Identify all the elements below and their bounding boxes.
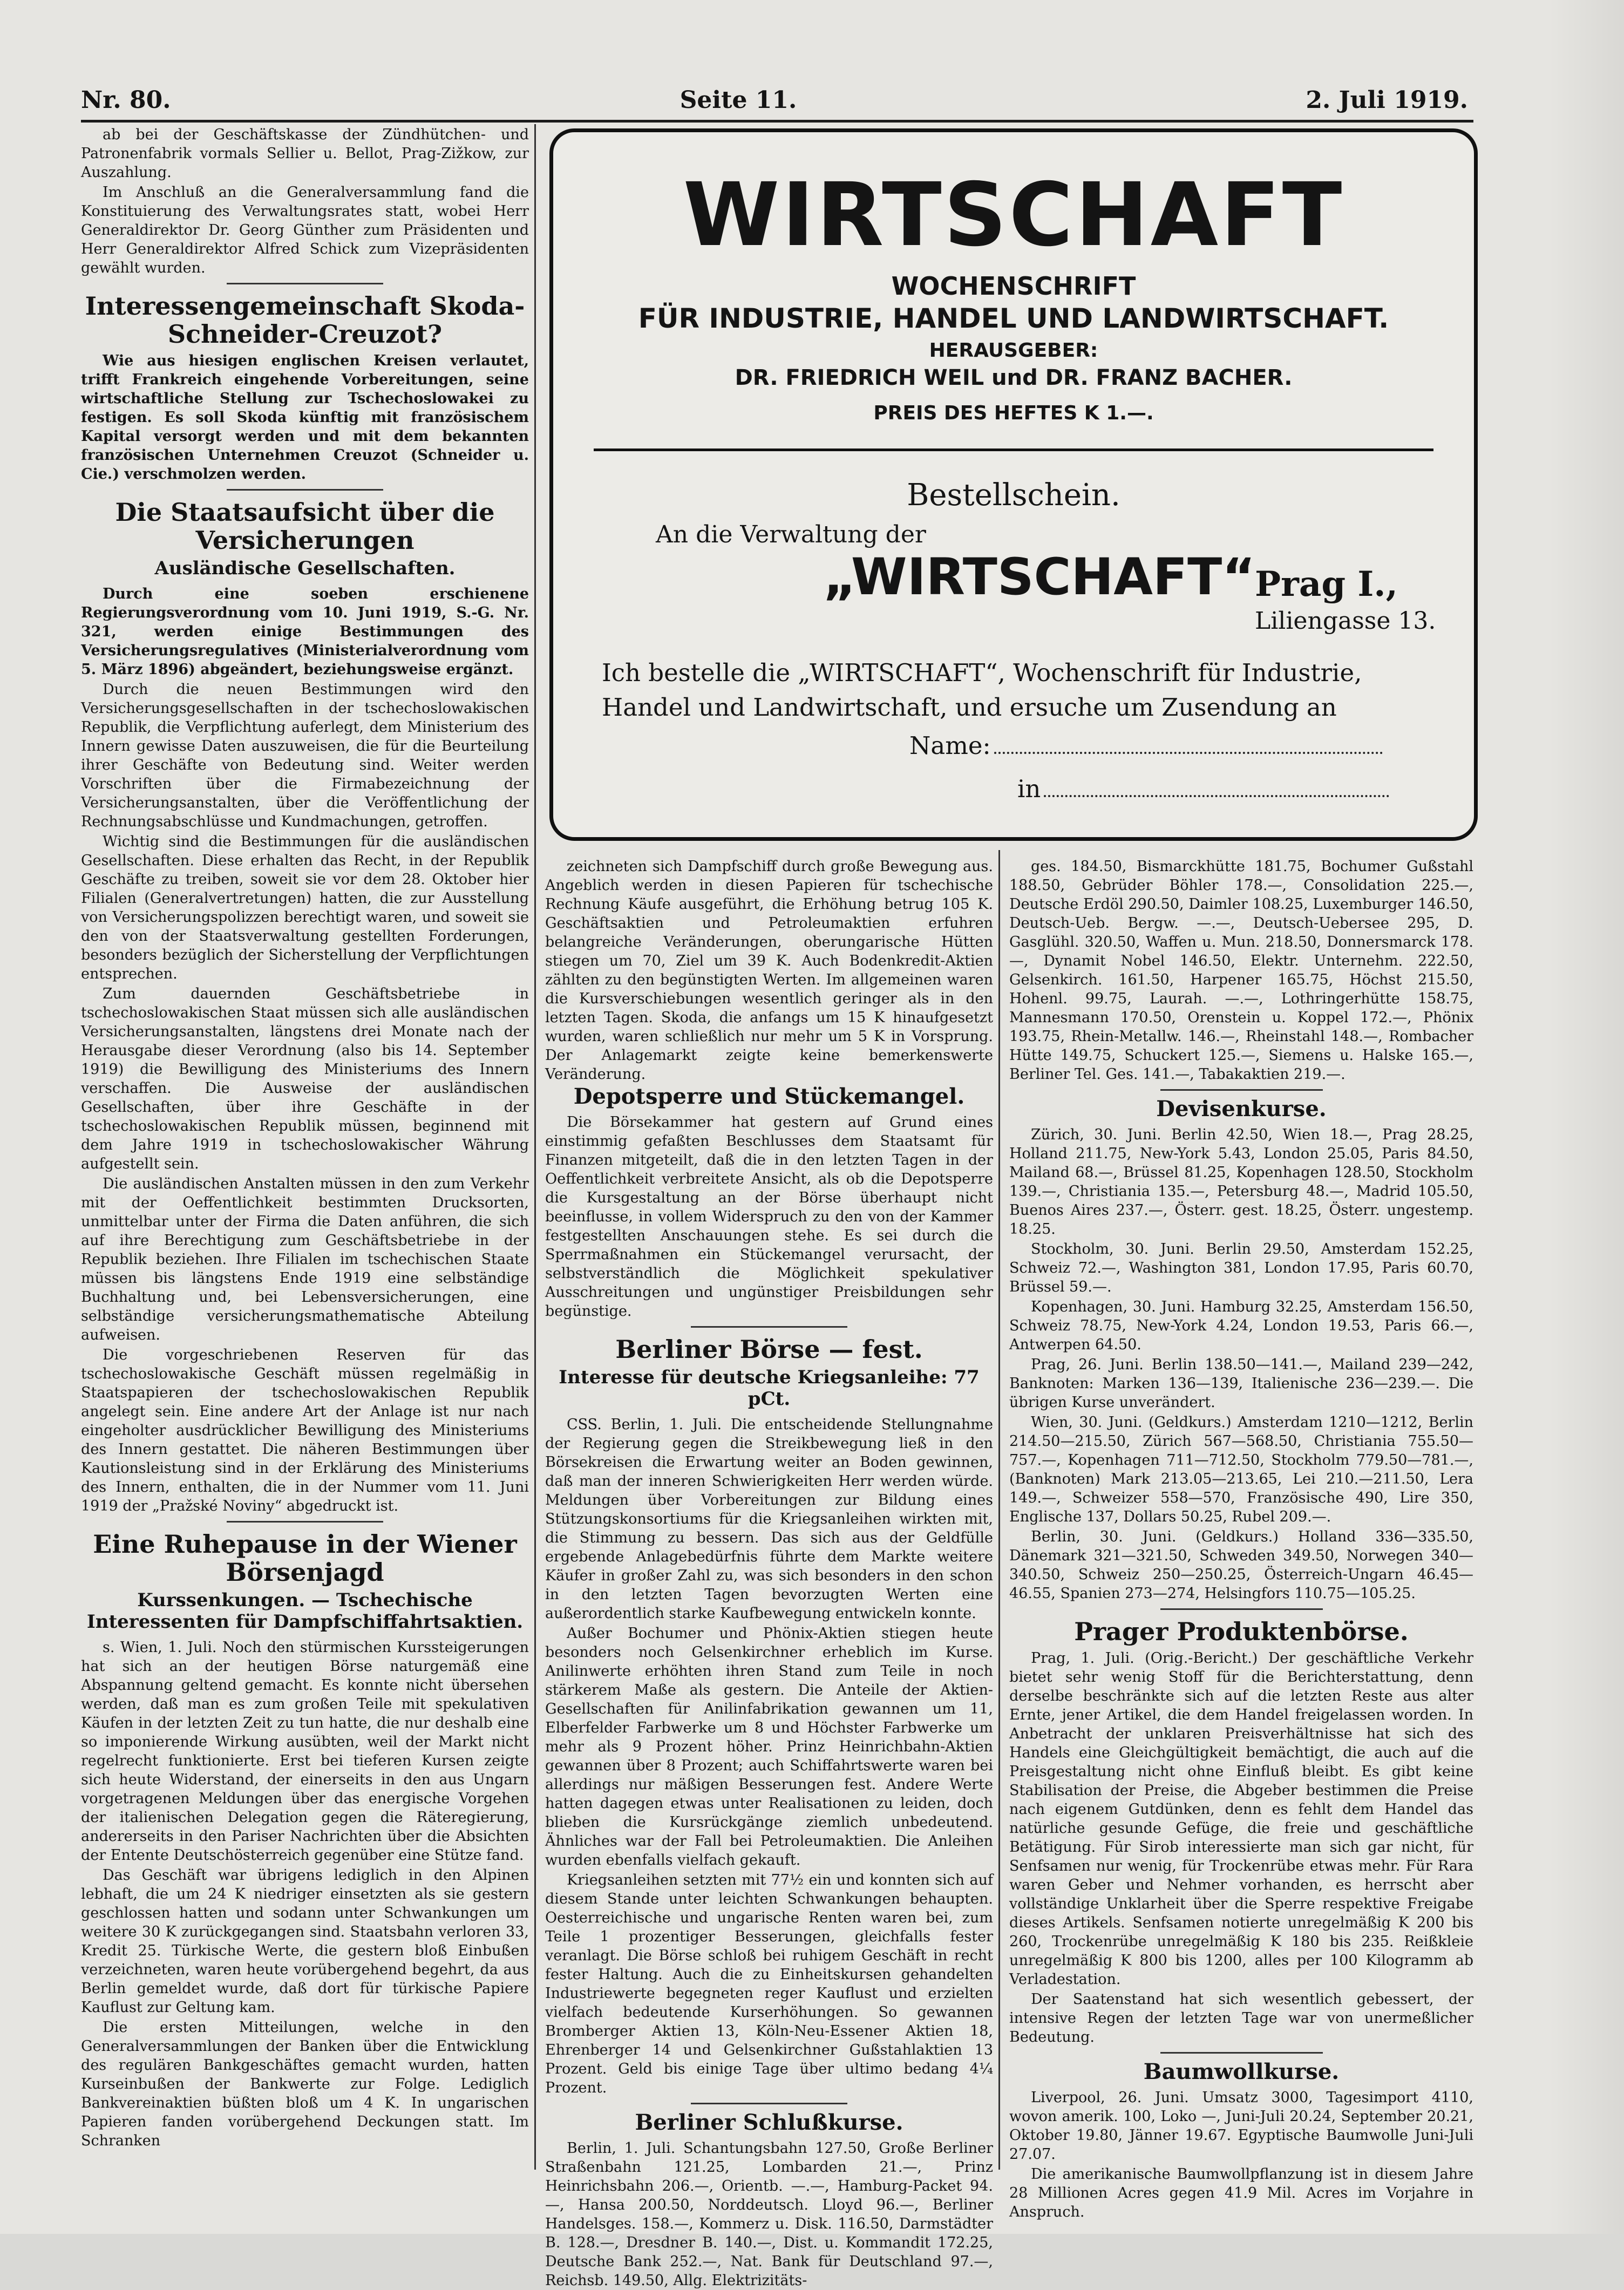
ad-publisher-label: HERAUSGEBER: [929, 339, 1098, 362]
ad-title: WIRTSCHAFT [683, 165, 1344, 266]
separator [1160, 1608, 1323, 1610]
article-text: Stockholm, 30. Juni. Berlin 29.50, Amsterdam 152.25, Schweiz 72.—, Washington 381, London 17.95, Paris 60.70, Brüssel 59.—. [1009, 1241, 1473, 1295]
issue-date: 2. Juli 1919. [1306, 86, 1468, 114]
column-3 [1009, 857, 1473, 2220]
separator [227, 489, 384, 491]
article-text: Kriegsanleihen setzten mit 77½ ein und konnten sich auf diesem Stande unter leichten Schwankungen behaupten. Oesterreichische und ungarische Renten waren bei, zum Teile 1 prozentiger Besserungen, gleichfalls fester veranlagt. Die Börse schloß bei ruhigem Geschäft in recht fester Haltung. Auch die zu Einheitskursen gehandelten Industriewerte begegneten reger Kauflust und erzielten vielfach bedeutende Kurserhöhungen. So gewannen Bromberger Aktien 13, Köln-Neu-Essener Aktien 18, Ehrenberger 14 und Gelsenkirchner Gußstahlaktien 13 Prozent. Geld bis einige Tage über ultimo bedang 4¼ Prozent. [545, 1872, 993, 2096]
separator [227, 1521, 384, 1523]
name-line [994, 736, 1383, 754]
place-line [1044, 779, 1389, 797]
order-city: Prag I., [1255, 564, 1398, 604]
order-form-title: Bestellschein. [907, 478, 1120, 513]
subheadline: Kurssenkungen. — Tschechische Interessenten für Dampfschiffahrtsaktien. [86, 1589, 524, 1633]
ad-price: PREIS DES HEFTES K 1.—. [873, 402, 1154, 424]
ad-publishers: DR. FRIEDRICH WEIL und DR. FRANZ BACHER. [735, 365, 1293, 390]
article-text: Im Anschluß an die Generalversammlung fand die Konstituierung des Verwaltungsrates statt, wobei Herr Generaldirektor Dr. Georg Günther zum Präsidenten und Herr Generaldirektor Alfred Schick zum Vizepräsidenten gewählt wurden. [81, 184, 529, 276]
wirtschaft-advertisement [549, 128, 1478, 841]
article-text: Der Saatenstand hat sich wesentlich gebessert, der intensive Regen der letzten Tage war von unermeßlicher Bedeutung. [1009, 1991, 1473, 2046]
order-text: Ich bestelle die „WIRTSCHAFT“, Wochenschrift für Industrie, Handel und Landwirtschaft, und ersuche um Zusendung an [602, 658, 1362, 722]
article-text: ges. 184.50, Bismarckhütte 181.75, Bochumer Gußstahl 188.50, Gebrüder Böhler 178.—, Consolidation 225.—, Deutsche Erdöl 290.50, Daimler 108.25, Luxemburger 146.50, Deutsch-Ueb. Bergw. —.—, Deutsch-Uebersee 295, D. Gasglühl. 320.50, Waffen u. Mun. 218.50, Donnersmarck 178.—, Dynamit Nobel 146.50, Elektr. Unternehm. 222.50, Gelsenkirch. 161.50, Harpener 165.75, Höchst 215.50, Hohenl. 99.75, Laurah. —.—, Lothringerhütte 158.75, Mannesmann 170.50, Orenstein u. Koppel 172.—, Phönix 193.75, Rhein-Metallw. 146.—, Rheinstahl 148.—, Rombacher Hütte 149.75, Schuckert 125.—, Siemens u. Halske 165.—, Berliner Tel. Ges. 141.—, Tabakaktien 219.—. [1009, 858, 1473, 1083]
page-header [81, 81, 1468, 119]
headline-berliner-boerse: Berliner Börse — fest. [615, 1335, 923, 1364]
column-rule-1 [534, 124, 536, 2170]
name-field[interactable] [909, 731, 1383, 760]
ad-rule [594, 449, 1433, 451]
article-text: s. Wien, 1. Juli. Noch den stürmischen Kurssteigerungen hat sich an der heutigen Börse naturgemäß eine Abspannung geltend gemacht. Es konnte nicht übersehen werden, daß man es zum großen Teile mit spekulativen Käufen in der letzten Zeit zu tun hatte, die nur deshalb eine so imponierende Wirkung ausübten, weil der Markt nicht regelrecht funktionierte. Erst bei tieferen Kursen zeigte sich heute Widerstand, der einerseits in den aus Ungarn vorgetragenen Meldungen über das energische Vorgehen der italienischen Delegation gegen die Räteregierung, andererseits in den Pariser Nachrichten über die Absichten der Entente Deutschösterreich gegenüber eine Stütze fand. [81, 1639, 529, 1864]
article-text: Durch eine soeben erschienene Regierungsverordnung vom 10. Juni 1919, S.-G. Nr. 321, werden einige Bestimmungen des Versicherungsregulatives (Ministerialverordnung vom 5. März 1896) abgeändert, beziehungsweise ergänzt. [81, 586, 529, 678]
article-text: Die Börsekammer hat gestern auf Grund eines einstimmig gefaßten Beschlusses dem Staatsamt für Finanzen mitgeteilt, daß die in den letzten Tagen in der Oeffentlichkeit verbreitete Ansicht, als ob die Depotsperre die Kursgestaltung an der Börse überhaupt nicht beeinflusse, in vollem Widerspruch zu den von der Kammer festgestellten Anschauungen stehe. Es sei durch die Sperrmaßnahmen ein Stückemangel verursacht, der selbstverständlich die Möglichkeit spekulativer Ausschreitungen und ungünstiger Preisbildungen sehr begünstige. [545, 1114, 993, 1320]
article-text: Wien, 30. Juni. (Geldkurs.) Amsterdam 1210—1212, Berlin 214.50—215.50, Zürich 567—568.50, Christiania 755.50—757.—, Kopenhagen 711—712.50, Stockholm 779.50—781.—, (Banknoten) Mark 213.05—213.65, Lei 210.—211.50, Lera 149.—, Schweizer 558—570, Französische 490, Lire 350, Englische 137, Dollars 50.25, Rubel 209.—. [1009, 1414, 1473, 1525]
article-text: zeichneten sich Dampfschiff durch große Bewegung aus. Angeblich werden in diesen Papieren für tschechische Rechnung Käufe ausgeführt, die Erhöhung betrug 105 K. Geschäftsaktien und Petroleumaktien erfuhren belangreiche Veränderungen, oberungarische Hütten stiegen um 70, Ziel um 39 K. Auch Bodenkredit-Aktien zählten zu den begünstigten Werten. Im allgemeinen waren die Kursverschiebungen wesentlich geringer als in den letzten Tagen. Skoda, die anfangs um 15 K hinaufgesetzt wurden, waren schließlich nur mehr um 5 K in Vorsprung. Der Anlagemarkt zeigte keine bemerkenswerte Veränderung. [545, 858, 993, 1083]
column-2 [545, 857, 993, 2289]
article-text: Prag, 26. Juni. Berlin 138.50—141.—, Mailand 239—242, Banknoten: Marken 136—139, Italienische 236—239.—. Die übrigen Kurse unverändert. [1009, 1356, 1473, 1411]
page-number: Seite 11. [680, 86, 797, 114]
article-text: Die ersten Mitteilungen, welche in den Generalversammlungen der Banken über die Entwicklung des regulären Bankgeschäftes gemacht wurden, hatten Kurseinbußen der Bankwerte zur Folge. Lediglich Bankvereinaktien büßten bloß um 4 K. In ungarischen Papieren fanden vorübergehend Deckungen statt. Im Schranken [81, 2019, 529, 2149]
place-field[interactable] [1017, 774, 1389, 803]
article-text: Wichtig sind die Bestimmungen für die ausländischen Gesellschaften. Diese erhalten das Recht, in der Republik Geschäfte zu treiben, soweit sie vor dem 28. Oktober hier Filialen (Generalvertretungen) hatten, die zur Ausstellung von Versicherungspolizzen berechtigt waren, und soweit sie den von der Staatsverwaltung gestellten Forderungen, besonders bezüglich der Sicherstellung der Verpflichtungen entsprechen. [81, 833, 529, 982]
article-text: ab bei der Geschäftskasse der Zündhütchen- und Patronenfabrik vormals Sellier u. Bellot, Prag-Zižkow, zur Auszahlung. [81, 126, 529, 181]
separator [227, 283, 384, 284]
article-text: Berlin, 30. Juni. (Geldkurs.) Holland 336—335.50, Dänemark 321—321.50, Schweden 349.50, Norwegen 340—340.50, Schweiz 250—250.25, Österreich-Ungarn 46.45—46.55, Spanien 273—274, Helsingfors 110.75—105.25. [1009, 1528, 1473, 1602]
article-text: Die ausländischen Anstalten müssen in den zum Verkehr mit der Oeffentlichkeit bestimmten Drucksorten, unmittelbar unter der Firma die Daten anführen, die sich auf ihre Berechtigung zum Geschäftsbetriebe in der Republik beziehen. Ihre Filialen im tschechischen Staate müssen bis längstens Ende 1919 eine selbständige Buchhaltung und, bei Lebensversicherungen, eine selbständige versicherungsmathematische Abteilung aufweisen. [81, 1175, 529, 1343]
name-label: Name: [909, 731, 991, 760]
article-text: Kopenhagen, 30. Juni. Hamburg 32.25, Amsterdam 156.50, Schweiz 78.75, New-York 4.24, London 19.53, Paris 66.—, Antwerpen 64.50. [1009, 1299, 1473, 1353]
headline-ruhepause: Eine Ruhepause in der Wiener Börsenjagd [93, 1530, 517, 1587]
article-text: Außer Bochumer und Phönix-Aktien stiegen heute besonders noch Gelsenkirchner erheblich im Kurse. Anilinwerte erhöhten ihren Stand zum Teile in noch stärkerem Maße als gestern. Die Anteile der Aktien-Gesellschaften für Anilinfabrikation gewannen um 11, Elberfelder Farbwerke um 8 und Höchster Farbwerke um mehr als 9 Prozent höher. Prinz Heinrichbahn-Aktien gewannen über 8 Prozent; auch Schiffahrtswerte waren bei allerdings nur mäßigen Besserungen fest. Andere Werte hatten dagegen etwas unter Realisationen zu leiden, doch blieben die Kursrückgänge ziemlich unbedeutend. Ähnliches war der Fall bei Petroleumaktien. Die Anleihen wurden ebenfalls vielfach gekauft. [545, 1625, 993, 1868]
ad-subtitle: WOCHENSCHRIFT [891, 271, 1136, 301]
separator [1160, 2052, 1323, 2054]
headline-schlusskurse: Berliner Schlußkurse. [635, 2110, 903, 2135]
separator [1160, 1089, 1323, 1091]
headline-staatsaufsicht: Die Staatsaufsicht über die Versicherungen [115, 498, 495, 555]
article-text: Zum dauernden Geschäftsbetriebe in tschechoslowakischen Staat müssen sich alle ausländischen Versicherungsanstalten, längstens drei Monate nach der Herausgabe dieser Verordnung (also bis 14. September 1919) die Bewilligung des Ministeriums des Innern verschaffen. Die Ausweise der ausländischen Gesellschaften, über ihre Geschäfte in der tschechoslowakischen Republik müssen, beginnend mit dem Jahre 1919 in tschechoslowakischer Währung aufgestellt sein. [81, 986, 529, 1172]
article-text: Durch die neuen Bestimmungen wird den Versicherungsgesellschaften in der tschechoslowakischen Republik, die Verpflichtung auferlegt, dem Ministerium des Innern gewisse Daten auszuweisen, die für die Beurteilung ihrer Geschäfte von Bedeutung sind. Weiter werden Vorschriften über die Firmabezeichnung der Versicherungsanstalten, über die Veröffentlichung der Rechnungsabschlüsse und Kundmachungen, getroffen. [81, 681, 529, 830]
article-text: CSS. Berlin, 1. Juli. Die entscheidende Stellungnahme der Regierung gegen die Streikbewegung ließ in den Börsekreisen die Erwartung weiter an Boden gewinnen, daß man der inneren Schwierigkeiten Herr werden würde. Meldungen über Vorbereitungen zur Bildung eines Stützungskonsortiums für die Kriegsanleihen wirkten mit, die Stimmung zu bessern. Das sich aus der Geldfülle ergebende Anlagebedürfnis führte dem Markte weitere Käufer in großer Zahl zu, was sich besonders in den schon in den letzten Tagen bevorzugten Werten eine außerordentlich starke Kaufbewegung entwickeln konnte. [545, 1416, 993, 1622]
headline-baumwollkurse: Baumwollkurse. [1143, 2059, 1340, 2084]
column-1 [81, 125, 529, 2176]
header-rule [81, 120, 1473, 123]
headline-produktenboerse: Prager Produktenbörse. [1074, 1617, 1409, 1646]
article-text: Liverpool, 26. Juni. Umsatz 3000, Tagesimport 4110, wovon amerik. 100, Loko —, Juni-Juli 20.24, September 20.21, Oktober 19.80, Jänner 19.67. Egyptische Baumwolle Juni-Juli 27.07. [1009, 2089, 1473, 2163]
article-text: Zürich, 30. Juni. Berlin 42.50, Wien 18.—, Prag 28.25, Holland 211.75, New-York 5.43, London 25.05, Paris 84.50, Mailand 68.—, Brüssel 81.25, Kopenhagen 128.50, Stockholm 139.—, Christiania 135.—, Petersburg 48.—, Madrid 105.50, Buenos Aires 237.—, Österr. gest. 18.25, Österr. ungestemp. 18.25. [1009, 1126, 1473, 1238]
column-rule-2 [998, 850, 1000, 2170]
article-text: Wie aus hiesigen englischen Kreisen verlautet, trifft Frankreich eingehende Vorbereitungen, seine wirtschaftliche Stellung zur Tschechoslowakei zu festigen. Es soll Skoda künftig mit französischem Kapital versorgt werden und mit dem bekannten französischen Unternehmen Creuzot (Schneider u. Cie.) verschmolzen werden. [81, 352, 529, 483]
article-text: Die vorgeschriebenen Reserven für das tschechoslowakische Geschäft müssen regelmäßig in Staatspapieren der tschechoslowakischen Republik angelegt sein. Eine andere Art der Anlage ist nur nach eingeholter ausdrücklicher Bewilligung des Ministeriums des Innern gestattet. Die näheren Bestimmungen über Kautionsleistung sind in der Erklärung des Ministeriums des Innern, enthalten, die in der Nummer vom 11. Juni 1919 der „Pražské Noviny“ abgedruckt ist. [81, 1347, 529, 1514]
order-publication-name: „WIRTSCHAFT“ [823, 548, 1256, 607]
order-addressee: An die Verwaltung der [656, 521, 926, 548]
article-text: Das Geschäft war übrigens lediglich in den Alpinen lebhaft, die um 24 K niedriger einsetzten als sie gestern geschlossen hatten und sodann unter Schwankungen um weitere 30 K zurückgegangen sind. Staatsbahn verloren 33, Kredit 25. Türkische Werte, die gestern bloß Einbußen verzeichneten, waren heute vorübergehend begehrt, da aus Berlin gemeldet wurde, daß dort für türkische Papiere Kauflust zur Geltung kam. [81, 1867, 529, 2016]
headline-interessengemeinschaft: Interessengemeinschaft Skoda-Schneider-Creuzot? [85, 291, 525, 349]
article-text: Berlin, 1. Juli. Schantungsbahn 127.50, Große Berliner Straßenbahn 121.25, Lombarden 21.—, Prinz Heinrichsbahn 206.—, Orientb. —.—, Hamburg-Packet 94.—, Hansa 200.50, Norddeutsch. Lloyd 96.—, Berliner Handelsges. 158.—, Kommerz u. Disk. 116.50, Darmstädter B. 128.—, Dresdner B. 140.—, Dist. u. Kommandit 172.25, Deutsche Bank 252.—, Nat. Bank für Deutschland 97.—, Reichsb. 149.50, Allg. Elektrizitäts- [545, 2140, 993, 2289]
headline-depotsperre: Depotsperre und Stückemangel. [573, 1084, 965, 1109]
separator [691, 2103, 848, 2104]
headline-devisenkurse: Devisenkurse. [1156, 1096, 1327, 1122]
page-edge-shading [1548, 0, 1624, 2234]
article-text: Prag, 1. Juli. (Orig.-Bericht.) Der geschäftliche Verkehr bietet sehr wenig Stoff für die Berichterstattung, denn derselbe beschränkte sich auf die letzten Reste aus alter Ernte, jener Artikel, die dem Handel freigelassen worden. In Anbetracht der unklaren Preisverhältnisse hat sich des Handels eine Gleichgültigkeit bemächtigt, die auch auf die Preisgestaltung nicht ohne Einfluß bleibt. Es gibt keine Stabilisation der Preise, die Abgeber bestimmen die Preise nach eigenem Gutdünken, denn es fehlt dem Handel das natürliche gesunde Gefüge, die freie und geschäftliche Betätigung. Für Sirob interessierte man sich gar nicht, für Senfsamen nur wenig, für Trockenrübe etwas mehr. Für Rara waren Geber und Nehmer vorhanden, es herrscht aber vollständige Unklarheit über die Sperre respektive Freigabe dieses Artikels. Senfsamen notierte unregelmäßig K 200 bis 260, Trockenrübe unregelmäßig K 180 bis 235. Reißkleie unregelmäßig K 800 bis 1200, alles per 100 Kilogramm ab Verladestation. [1009, 1650, 1473, 1988]
subheadline: Ausländische Gesellschaften. [154, 558, 456, 579]
separator [691, 1326, 848, 1328]
order-street: Liliengasse 13. [1255, 607, 1436, 635]
ad-subtitle: FÜR INDUSTRIE, HANDEL UND LANDWIRTSCHAFT. [638, 303, 1389, 334]
issue-number: Nr. 80. [81, 86, 171, 114]
place-label: in [1017, 774, 1041, 803]
subheadline: Interesse für deutsche Kriegsanleihe: 77 pCt. [559, 1367, 980, 1410]
article-text: Die amerikanische Baumwollpflanzung ist in diesem Jahre 28 Millionen Acres gegen 41.9 Mil. Acres im Vorjahre in Anspruch. [1009, 2166, 1473, 2220]
